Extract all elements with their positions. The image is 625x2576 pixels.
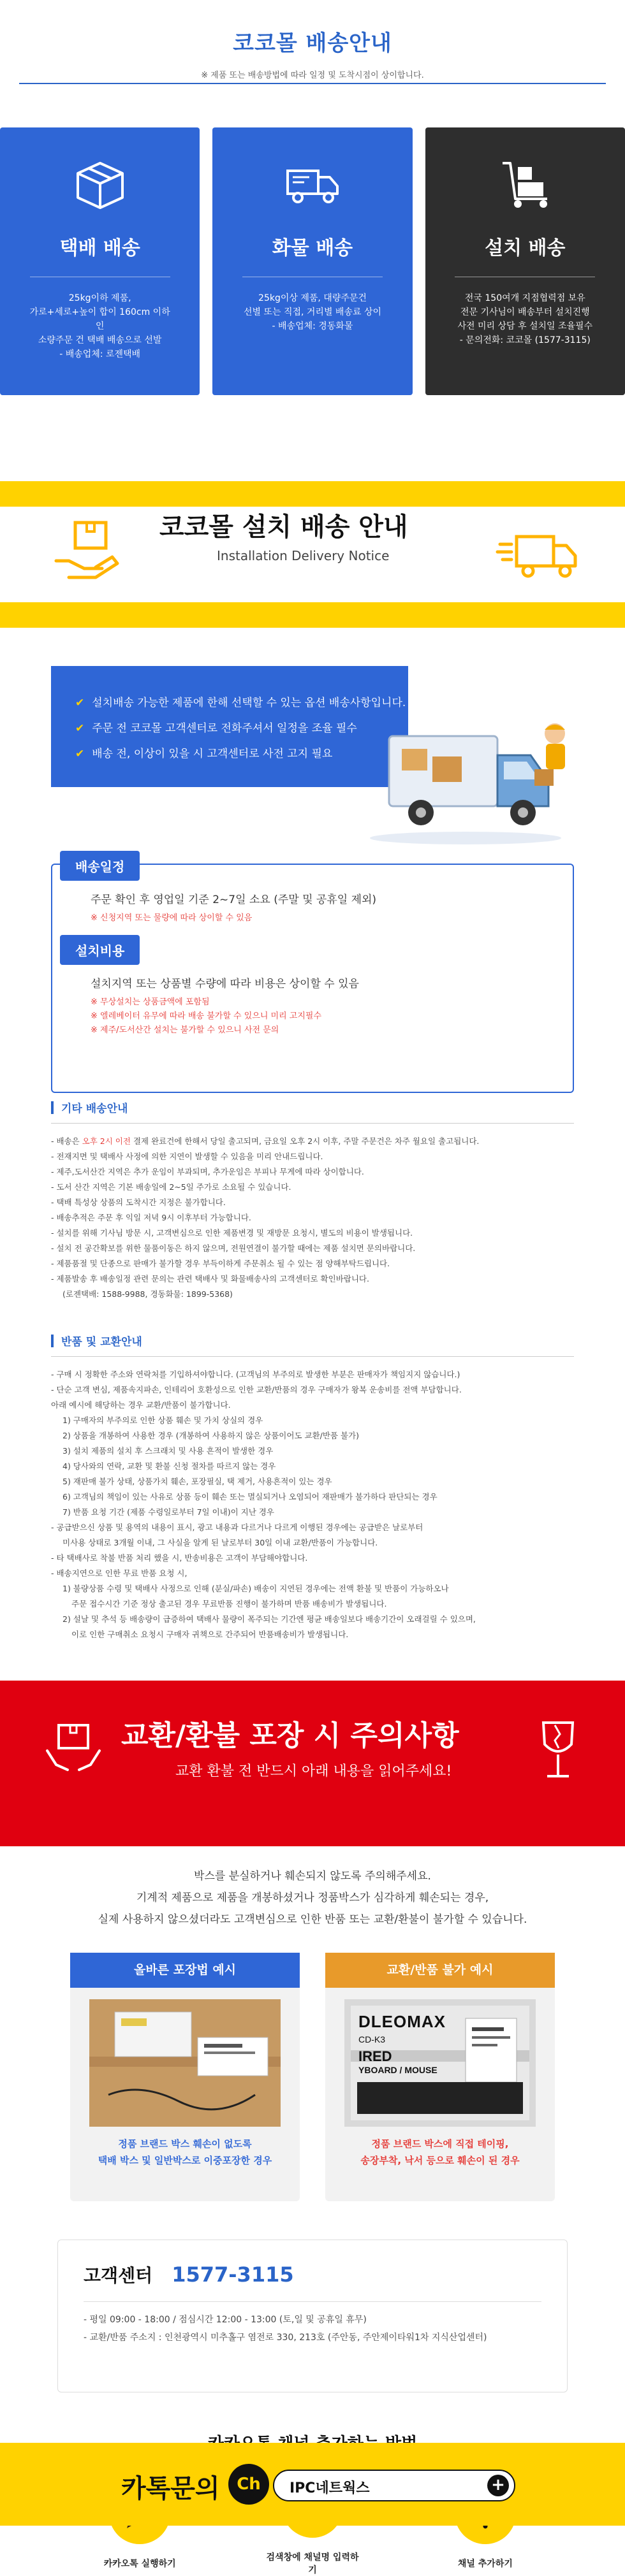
- notice-text: 배송 전, 이상이 있을 시 고객센터로 사전 고지 필요: [92, 748, 333, 760]
- install-delivery-card: [425, 127, 625, 395]
- parcel-delivery-card: [0, 127, 200, 395]
- header-note: ※ 제품 또는 배송방법에 따라 일정 및 도착시점이 상이합니다.: [201, 71, 424, 80]
- invalid-packing-card: [325, 1953, 555, 2201]
- page-title: 코코몰 배송안내: [233, 31, 392, 56]
- warning-line: 실제 사용하지 않으셨더라도 고객변심으로 인한 반품 또는 교환/환불이 불가할 수 있습니다.: [98, 1913, 527, 1926]
- desc-line: - 배송업체: 경동화물: [272, 321, 353, 331]
- desc-line: - 문의전화: 코코몰 (1577-3115): [459, 335, 591, 345]
- kakao-inquiry-bar: [0, 2443, 625, 2526]
- guide-line: - 제품품절 및 단종으로 판매가 불가할 경우 부득이하게 주문취소 될 수 있는 점 양해부탁드립니다.: [51, 1259, 390, 1268]
- desc-line: 소량주문 건 택배 배송으로 선발: [38, 335, 162, 345]
- step-caption: 검색창에 채널명 입력하기: [266, 2552, 359, 2575]
- guide-line: 3) 설치 제품의 설치 후 스크래치 및 사용 흔적이 발생한 경우: [62, 1446, 274, 1456]
- invalid-packing-caption: [325, 2136, 555, 2169]
- channel-name: IPC네트웍스: [290, 2480, 370, 2496]
- parcel-title: 택배 배송: [59, 237, 140, 259]
- step-caption: 채널 추가하기: [457, 2559, 513, 2569]
- title-bar: [51, 1101, 54, 1114]
- check-icon: ✔: [75, 748, 85, 760]
- desc-line: 전국 150여개 지점협력점 보유: [464, 293, 585, 303]
- freight-title: 화물 배송: [272, 237, 353, 259]
- fee-text: 설치지역 또는 상품별 수량에 따라 비용은 상이할 수 있음: [91, 978, 359, 990]
- detail-line: - 평일 09:00 - 18:00 / 점심시간 12:00 - 13:00 (토,일 및 공휴일 휴무): [84, 2315, 367, 2325]
- guide-line: (로젠택배: 1588-9988, 경동화물: 1899-5368): [62, 1289, 233, 1299]
- guide-line: - 배송추적은 주문 후 익일 저녁 9시 이후부터 가능합니다.: [51, 1213, 251, 1222]
- return-guide: [51, 1333, 574, 1642]
- correct-packing-photo: [89, 1999, 281, 2127]
- install-title: 설치 배송: [485, 237, 566, 259]
- divider: [51, 1356, 574, 1357]
- desc-line: 가로+세로+높이 합이 160cm 이하인: [29, 307, 170, 331]
- parcel-desc: [0, 291, 200, 361]
- freight-desc: [212, 291, 412, 333]
- warning-line: 기계적 제품으로 제품을 개봉하셨거나 정품박스가 심각하게 훼손되는 경우,: [136, 1892, 489, 1904]
- invalid-packing-photo: [344, 1999, 536, 2127]
- return-guide-text: [51, 1367, 574, 1642]
- box-text: YBOARD / MOUSE: [358, 2065, 438, 2075]
- return-banner-title: 교환/환불 포장 시 주의사항: [121, 1719, 459, 1752]
- kakao-inquiry-label: 카톡문의: [121, 2474, 220, 2503]
- add-icon: +: [487, 2475, 509, 2496]
- caption-line: 송장부착, 낙서 등으로 훼손이 된 경우: [360, 2155, 520, 2166]
- guide-line: 6) 고객님의 책임이 있는 사유로 상품 등이 훼손 또는 멸실되거나 오염되어 재판매가 불가하다 판단되는 경우: [62, 1492, 438, 1501]
- step-caption: 카카오톡 실행하기: [103, 2559, 176, 2569]
- correct-packing-title: 올바른 포장법 예시: [70, 1953, 300, 1988]
- guide-line: - 택배 특성상 상품의 도착시간 지정은 불가합니다.: [51, 1198, 226, 1207]
- notice-line: [75, 716, 408, 741]
- guide-line: 2) 설날 및 추석 등 배송량이 급증하여 택배사 물량이 폭주되는 기간엔 평균 배송일보다 배송기간이 오래걸릴 수 있으며,: [62, 1614, 476, 1624]
- header-divider: [19, 83, 606, 84]
- guide-line: 이로 인한 구매취소 요청시 구매자 귀책으로 간주되어 반품배송비가 발생됩니다.: [71, 1630, 349, 1639]
- divider: [84, 2301, 541, 2302]
- truck-icon: [284, 159, 341, 210]
- box-text: IRED: [358, 2048, 392, 2064]
- delivery-truck-icon: [497, 523, 580, 586]
- return-warning-text: [0, 1865, 625, 1930]
- guide-line: 주문 접수시간 기준 정상 출고된 경우 무료반품 진행이 불가하며 반품 배송비가 발생됩니다.: [71, 1599, 387, 1609]
- kakao-channel-badge: Ch: [228, 2464, 269, 2505]
- guide-line: [51, 1134, 574, 1149]
- page-header: [0, 0, 625, 83]
- title-text: 기타 배송안내: [61, 1103, 128, 1115]
- title-bar: [51, 1335, 54, 1347]
- hand-truck-icon: [496, 159, 554, 210]
- other-guide: [51, 1099, 574, 1302]
- other-guide-text: [51, 1134, 574, 1302]
- customer-center-phone[interactable]: 1577-3115: [172, 2262, 294, 2287]
- guide-line: - 공급받으신 상품 및 용역의 내용이 표시, 광고 내용과 다르거나 다르게 이행된 경우에는 공급받은 날로부터: [51, 1523, 423, 1532]
- install-banner-title: 코코몰 설치 배송 안내: [159, 512, 408, 542]
- guide-line: - 설치 전 공간확보를 위한 물품이동은 하지 않으며, 전원연결이 불가할 때에는 제품 설치면 문의바랍니다.: [51, 1243, 416, 1253]
- guide-line: 5) 재판매 불가 상태, 상품가치 훼손, 포장필실, 택 제거, 사용흔적이 있는 경우: [62, 1477, 332, 1486]
- guide-line: - 제주,도서산간 지역은 추가 운임이 부과되며, 추가운임은 부피나 무게에 따라 상이합니다.: [51, 1167, 364, 1176]
- notice-line: [75, 690, 408, 716]
- divider: [51, 1123, 574, 1124]
- guide-line: - 단순 고객 변심, 제품속지파손, 인테리어 호환성으로 인한 교환/반품의 경우 구매자가 왕복 운송비를 전액 부담합니다.: [51, 1385, 462, 1394]
- guide-line: 2) 상품을 개봉하여 사용한 경우 (개봉하여 사용하지 않은 상품이어도 교환/반품 불가): [62, 1431, 360, 1440]
- text: - 배송은: [51, 1136, 82, 1146]
- install-banner: [0, 481, 625, 628]
- guide-line: 1) 불량상품 수령 및 택배사 사정으로 인해 (분실/파손) 배송이 지연된 경우에는 전액 환불 및 반품이 가능하오나: [62, 1584, 449, 1593]
- schedule-text: 주문 확인 후 영업일 기준 2~7일 소요 (주말 및 공휴일 제외): [91, 894, 377, 906]
- return-banner-subtitle: 교환 환불 전 반드시 아래 내용을 읽어주세요!: [175, 1763, 452, 1779]
- guide-line: 7) 반품 요청 기간 (제품 수령일로부터 7일 이내)이 지난 경우: [62, 1507, 274, 1517]
- title-text: 반품 및 교환안내: [61, 1336, 142, 1349]
- guide-line: - 구매 시 정확한 주소와 연락처를 기입하셔야합니다. (고객님의 부주의로 발생한 부분은 판매자가 책임지지 않습니다.): [51, 1370, 460, 1379]
- hands-box-icon: [45, 1719, 102, 1776]
- guide-line: 미사용 상태로 3개월 이내, 그 사실을 알게 된 날로부터 30일 이내 교환/반품이 가능합니다.: [62, 1538, 378, 1547]
- fee-note: ※ 엘레베이터 유무에 따라 배송 불가할 수 있으니 미리 고지필수: [91, 1011, 322, 1021]
- desc-line: 25kg이상 제품, 대량주문건: [258, 293, 367, 303]
- install-info-box: [51, 859, 574, 1093]
- correct-packing-caption: [70, 2136, 300, 2169]
- warning-line: 박스를 분실하거나 훼손되지 않도록 주의해주세요.: [194, 1870, 431, 1883]
- guide-line: - 배송지연으로 인한 무료 반품 요청 시,: [51, 1568, 188, 1578]
- invalid-packing-title: 교환/반품 불가 예시: [325, 1953, 555, 1988]
- return-banner: [0, 1681, 625, 1846]
- fee-tab: 설치비용: [60, 935, 140, 965]
- guide-line: - 설치를 위해 기사님 방문 시, 고객변심으로 인한 제품변경 및 재방문 요청시, 별도의 비용이 발생됩니다.: [51, 1228, 413, 1238]
- text: 결제 완료건에 한해서 당일 출고되며, 금요일 오후 2시 이후, 주말 주문건은 차주 월요일 출고됩니다.: [130, 1136, 480, 1146]
- freight-delivery-card: [212, 127, 412, 395]
- guide-line: 4) 당사와의 연락, 교환 및 환불 신청 절차를 따르지 않는 경우: [62, 1461, 276, 1471]
- desc-line: 25kg이하 제품,: [68, 293, 131, 303]
- highlight-text: 오후 2시 이전: [82, 1136, 131, 1146]
- hand-box-icon: [51, 516, 128, 586]
- check-icon: ✔: [75, 697, 85, 709]
- fee-note: ※ 무상설치는 상품금액에 포함됨: [91, 997, 210, 1007]
- schedule-note: ※ 신청지역 또는 물량에 따라 상이할 수 있음: [91, 913, 253, 923]
- install-notice-box: [51, 666, 408, 787]
- notice-text: 주문 전 코코몰 고객센터로 전화주셔서 일정을 조율 필수: [92, 722, 357, 735]
- customer-center: [57, 2240, 568, 2392]
- customer-center-details: [84, 2311, 541, 2347]
- fragile-glass-icon: [536, 1719, 580, 1783]
- shipping-types: [0, 127, 625, 395]
- return-guide-title: [51, 1333, 574, 1349]
- desc-line: 사전 미리 상담 후 설치일 조율필수: [457, 321, 593, 331]
- desc-line: - 배송업체: 로젠택배: [59, 349, 141, 359]
- delivery-illustration: [364, 711, 574, 851]
- install-banner-subtitle: Installation Delivery Notice: [217, 548, 390, 563]
- kakao-channel-add-button[interactable]: [273, 2470, 515, 2501]
- parcel-box-image: [89, 1999, 281, 2127]
- schedule-tab: 배송일정: [60, 851, 140, 881]
- install-desc: [425, 291, 625, 347]
- caption-line: 정품 브랜드 박스에 직접 테이핑,: [371, 2138, 509, 2150]
- guide-line: - 타 택배사로 착불 반품 처리 했을 시, 반송비용은 고객이 부담해야합니다.: [51, 1553, 308, 1563]
- check-icon: ✔: [75, 722, 85, 735]
- box-text: DLEOMAX: [358, 2012, 446, 2031]
- customer-center-row: [84, 2262, 541, 2287]
- guide-line: - 제품발송 후 배송일정 관련 문의는 관련 택배사 및 화물배송사의 고객센터로 확인바랍니다.: [51, 1274, 369, 1284]
- guide-line: - 도서 산간 지역은 기본 배송일에 2~5일 주가로 소요될 수 있습니다.: [51, 1182, 291, 1192]
- caption-line: 정품 브랜드 박스 훼손이 없도록: [118, 2138, 252, 2150]
- brand-box-text: [358, 2012, 446, 2075]
- desc-line: 선별 또는 직접, 거리별 배송료 상이: [243, 307, 382, 317]
- customer-center-label: 고객센터: [84, 2265, 153, 2286]
- detail-line: - 교환/반품 주소지 : 인천광역시 미추홀구 염전로 330, 213호 (주안동, 주안제이타워1차 지식산업센터): [84, 2333, 487, 2343]
- guide-line: - 전재지면 및 택배사 사정에 의한 지연이 발생할 수 있음을 미리 안내드립니다.: [51, 1152, 323, 1161]
- notice-line: [75, 741, 408, 767]
- fee-note: ※ 제주/도서산간 설치는 불가할 수 있으니 사전 문의: [91, 1025, 279, 1035]
- packing-examples: [0, 1953, 625, 2201]
- other-guide-title: [51, 1099, 574, 1115]
- desc-line: 전문 기사님이 배송부터 설치진행: [460, 307, 590, 317]
- notice-text: 설치배송 가능한 제품에 한해 선택할 수 있는 옵션 배송사항입니다.: [92, 697, 406, 709]
- guide-line: 1) 구매자의 부주의로 인한 상품 훼손 및 가치 상실의 경우: [62, 1415, 263, 1425]
- box-text: CD-K3: [358, 2034, 386, 2044]
- box-icon: [71, 159, 129, 210]
- guide-line: 아래 예시에 해당하는 경우 교환/반품이 불가합니다.: [51, 1400, 231, 1410]
- caption-line: 택배 박스 및 일반박스로 이중포장한 경우: [98, 2155, 272, 2166]
- correct-packing-card: [70, 1953, 300, 2201]
